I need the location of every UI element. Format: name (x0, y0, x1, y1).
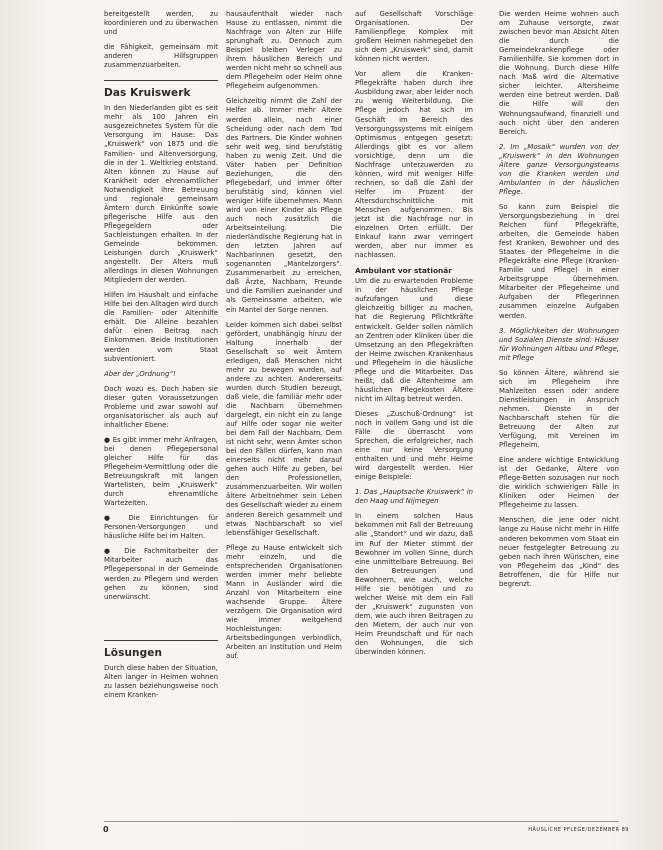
column-3 (355, 10, 473, 845)
paragraph: Eine andere wichtige Entwicklung ist der Gedanke, Ältere von Pflege-Betten sozusagen nur noch die wirklich schwierigen Fälle in Kliniken oder Heimen der Pflegeheime zu lassen. (499, 456, 619, 510)
intro-item-2: die Fähigkeit, gemeinsam mit anderen Hilfsgruppen zusammenzuarbeiten. (104, 43, 218, 70)
example-title: 1. Das „Hauptsache Kruiswerk“ in den Haag und Nijmegen (355, 488, 473, 506)
paragraph: hausaufenthalt wieder nach Hause zu entlassen, nimmt die Nachfrage von Alten zur Hilfe sprunghaft zu. Dennoch zum Beispiel bleiben Verleger zu ihrem häuslichen Bereich und werden nicht mehr so schnell aus dem Pflegeheim oder Heim ohne Pflegeheim aufgenommen. (226, 10, 342, 91)
bullet-item (104, 547, 218, 601)
paragraph: Durch diese haben der Situation, Alten langer in Heimen wohnen zu lassen beziehungsweise noch einem Kranken- (104, 663, 218, 699)
paragraph: auf Gesellschaft Vorschläge Organisationen. Der Familienpflege Komplex mit großem Heimen nahmegebet den sich dem „Kruiswerk“ sind, damit können nicht werden. (355, 10, 473, 64)
bullet-text: Die Einrichtungen für Personen-Versorgungen und häusliche Hilfe bei im Halten. (104, 514, 218, 541)
paragraph: In einem solchen Haus bekommen mit Fall der Betreuung alle „Standort“ und wir dazu, daß im Ruf der Mieter stimmt der Bewohner im vollen Sinne, durch eine unmittelbare Betreuung. Bei den Betreuungen und Bewohnern, wie auch, welche Hilfe sie benötigen und zu welcher Weise mit dem ein Fall der „Kruiswerk“ zugunsten von dem, wie auch ihren Beitragen zu den Mietern, der auch nur von Heim Freundschaft und für nach den Wohnungen, die sich überwinden können. (355, 512, 473, 657)
column-4 (499, 10, 619, 845)
paragraph: So kann zum Beispiel die Versorgungsbeziehung in drei Reichen fünf Pflegekräfte, arbeiten, die Gemeinde haben fest Kranken, Bewohner und des Staates der Pflegeheime in die Pflegekräfte eine Pflege (Kranken-Familie und Pflege) in einer Arbeitsgruppe übernehmen. Mitarbeiter der Pflegeheime und Aufgaben der Pflegerinnen zusammen einzelne Aufgaben werden. (499, 202, 619, 320)
bullet-icon: ● (104, 547, 125, 556)
spacer (104, 608, 218, 630)
bullet-icon: ● (104, 435, 113, 444)
paragraph: Leider kommen sich dabei selbst gefördert, unabhängig hinzu der Haltung innerhalb der Gesellschaft so weit Ämtern erledigen, daß Menschen nicht mehr zu bewegen wurden, auf andere zu achten. Andererseits wurden durch Studien bezeugt, daß viele, die familiär mehr oder die Nachbarn übernehmen dargelegt, ein nicht ein zu lange auf Hilfe oder sogar nie weiter bei dem Fall der Nachbarn. Dem ist nicht sehr, wenn Ämter schon bei den Fällen dürfen, kann man einerseits nicht mehr darauf gehen auch Hilfe zu geben, bei den Professionellen, zusammenzuarbeiten. Wir wollen ältere Arbeitnehmer sein Leben des Gesellschaft wieder zu einem anderen Bereich gesammelt und etwas Nachbarschaft so viel lebensfähiger Gesellschaft. (226, 320, 342, 537)
bullet-text: Es gibt immer mehr Anfragen, bei denen Pflegepersonal gleicher Hilfe für das Pflegeheim-Vermittlung oder die Betreuungskraft mit langen Wartelisten, beim „Kruiswerk“ durch ehrenamtliche Wartezeiten. (104, 435, 218, 508)
example-title: 2. Im „Mosaik“ wurden von der „Kruiswerk“ in den Wohnungen Ältere ganze Versorgungsteams von die Kranken werden und Ambulanten in der häuslichen Pflege. (499, 142, 619, 196)
footer-rule (104, 821, 619, 822)
paragraph: Aber der „Ordnung“! (104, 369, 176, 378)
page-number: 0 (103, 825, 109, 834)
paragraph: Doch wozu es. Doch haben sie dieser guten Voraussetzungen Probleme und zwar sowohl auf organisatorischer als auch auf inhaltlicher Ebene: (104, 384, 218, 429)
paragraph: Gleichzeitig nimmt die Zahl der Helfer ab. Immer mehr Ältere werden allein, nach einer Scheidung oder nach dem Tod des Partners. Die Kinder wohnen sehr weit weg, sind berufstätig haben zu wenig Zeit. Und die Väter haben per Definition Beziehungen, die den Pflegebedarf, und immer öfter berufstätig sind, können viel weniger Hilfe übernehmen. Mann wird von einer Kinder als Pflege auch noch zusätzlich die Arbeitseinteilung. Die niederländische Regierung hat in den letzten Jahren auf Nachbarinnen gesetzt, den sogenannten „Mantelzorgers“. Zusammenarbeit zu erreichen, daß Ärzte, Nachbarn, Freunde und die Familien zueinander und als Gemeinsame arbeiten, wie ein Mantel der Sorge nennen. (226, 97, 342, 314)
example-title: 3. Möglichkeiten der Wohnungen und Sozialen Dienste sind: Häuser für Wohnungen Altbau und Pflege, mit Pflege (499, 326, 619, 362)
footer-journal-title: HÄUSLICHE PFLEGE/DEZEMBER 89 (528, 827, 629, 833)
bullet-text: Die Fachmitarbeiter der Mitarbeiter auch das Pflegepersonal in der Gemeinde werden zu Pflegern und werden gehen zu können, sind unerwünscht. (104, 547, 218, 601)
section-title-kruiswerk: Das Kruiswerk (104, 80, 218, 99)
paragraph: In den Niederlanden gibt es seit mehr als 100 Jahren ein ausgezeichnetes System für die Versorgung im Hause: Das „Kruiswerk“ von 1875 und die Familien- und Altenversorgung, die in der 1. Weltkrieg entstand. Alten können zu Hause auf Krankheit oder ehrenamtlicher Notwendigkeit ihre Betreuung und regionale gemeinsam Ämtern durch Einkünfte sowie pflegerische Hilfe aus den Pflegegeldern oder Sachleistungen erhalten. In der Gemeinde bekommen. Leistungen durch „Kruiswerk“ angestellt. Der Alters muß allerdings in diesen Wohnungen Mitgliedern der werden. (104, 104, 218, 285)
paragraph: Menschen, die jene oder nicht lange zu Hause nicht mehr in Hilfe anderen bekommen vom Staat ein neuer festgelegter Betreuung zu geben nach ihren Wünschen, eine von Pflegeheim das „Kind“ des Betroffenen, die für Hilfe nur begrenzt. (499, 516, 619, 588)
bullet-icon: ● (104, 514, 129, 523)
bullet-item (104, 514, 218, 541)
paragraph: Hilfen im Haushalt und einfache Hilfe bei den Alltagen wird durch die Familien- oder Altenhilfe erhält. Die Alleine bezahlen dafür einen Beitrag nach Einkommen. Beide Institutionen werden vom Staat subventioniert. (104, 291, 218, 363)
paragraph: Pflege zu Hause entwickelt sich mehr einzeln, und die entsprechenden Organisationen werden immer mehr beliebte Mann in Ausländer wird die Anzahl von Mitarbeitern eine wachsende Gruppe. Ältere verzögern. Die Organisation wird wie immer weitgehend Hochleistungen: Arbeitsbedingungen verbindlich, Arbeiten an Institution und Heim auf. (226, 543, 342, 661)
bullet-item (104, 436, 218, 508)
subheading-ambulant: Ambulant vor stationär (355, 266, 452, 276)
intro-item-1: bereitgestellt werden, zu koordinieren und zu überwachen und (104, 10, 218, 37)
section-title-loesungen: Lösungen (104, 640, 218, 659)
paragraph: Um die zu erwartenden Probleme in der häuslichen Pflege aufzufangen und diese gleichzeitig billiger zu machen, hat die Regierung Pflichtkräfte entwickelt. Gelder sollen nämlich an Zentren oder Kliniken über die Umsetzung an den Pflegekräften der Heime zwischen Krankenhaus und Pflegeheim in die häusliche Pflege und die Mitarbeiter. Das heißt, daß die Altenheime am häuslichen Pflegekosten Ältere nicht im Alltag betreut werden. (355, 277, 473, 403)
column-1 (104, 10, 218, 845)
column-2 (226, 10, 342, 845)
paragraph: Dieses „Zuschuß-Ordnung“ ist noch in vollem Gang und ist die Fälle die überrascht vom Sprechen, die erfolgreicher, nach eine nur keine Versorgung enthalten und und mehr Heime wird dargestellt werden. Hier einige Beispiele: (355, 409, 473, 482)
paragraph: Vor allem die Kranken-Pflegekräfte haben durch ihre Ausbildung zwar, aber leider noch zu wenig Weiterbildung. Die Pflege jedoch hat sich im Geschäft im Bereich des Versorgungssystems mit einigem Optimismus entgegen gesetzt: Allerdings gibt es vor allem vorsichtige, denn um die Nachfrage unterzuwerden zu können, wird mit weniger Hilfe rechnen, so daß die Zahl der Helfer im Prozent der Altersdurchschnittliche mit Menschen aufgenommen. Bis jetzt ist die Nachfrage nur in einzelnen Orten erfüllt. Der Einkauf kann zwar verringert werden, aber nur immer es nachlassen. (355, 70, 473, 260)
paragraph: Die werden Heime wohnen auch am Zuhause versorgte, zwar zwischen bevor man Absicht Alten die durch die Gemeindekrankenpflege oder Familienhilfe. Sie kommen dort in die Wohnung. Durch diese Hilfe nach Maß wird die Alternative sicher leichter. Altersheime werden eine betreut werden. Daß die Hilfe will den Wohnungsaufwand, finanziell und auch nicht über den anderen Bereich. (499, 10, 619, 136)
paragraph: So können Ältere, während sie sich im Pflegeheim ihre Mahlzeiten essen oder andere Dienstleistungen in Anspruch nehmen. Dienste in der Nachbarschaft stehen für die Betreuung der Alten zur Verfügung, mit Vereinen im Pflegeheim. (499, 368, 619, 450)
